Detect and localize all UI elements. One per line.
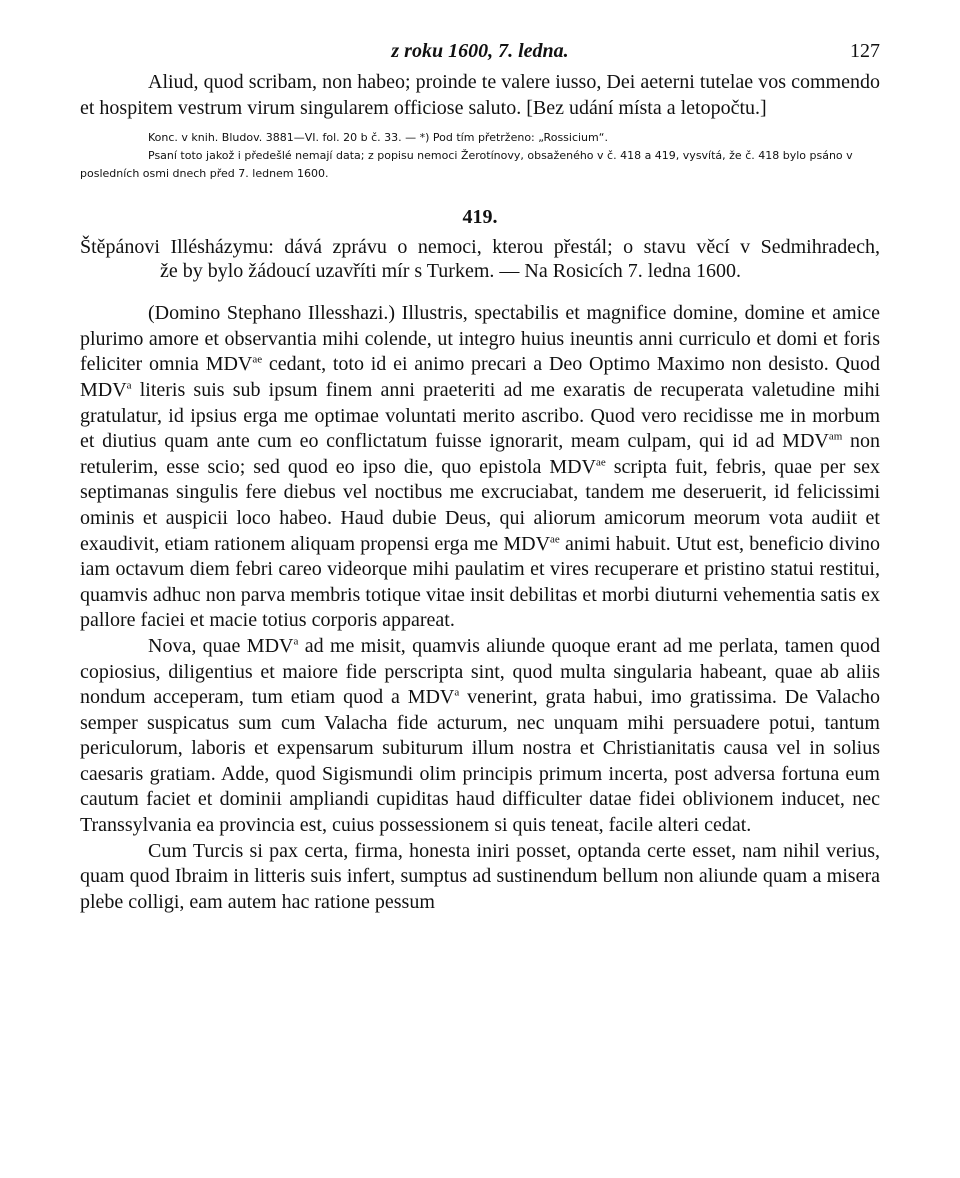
text-run: Nova, quae MDV [148, 634, 294, 657]
superscript: ae [596, 456, 606, 469]
page [80, 40, 880, 915]
page-header [80, 40, 880, 70]
superscript: a [454, 686, 460, 699]
superscript: ae [550, 532, 560, 545]
superscript: a [126, 379, 132, 392]
closing-paragraph: Aliud, quod scribam, non habeo; proinde te valere iusso, Dei aeterni tutelae vos commendo et hospitem vestrum virum singularem officiose saluto. [Bez udání místa a letopočtu.] [80, 71, 880, 119]
superscript: ae [252, 353, 263, 366]
text-run: literis suis sub ipsum finem anni praeteriti ad me exaratis de recuperata valetudine mihi gratulatur, id ipsius erga me optimae voluntati merito ascribo. Quod vero recidisse me in morbum et diutius quam ante cum eo conflictatum fuisse ignorarit, meam culpam, qui id ad MDV [80, 378, 880, 453]
regest-line-2: že by bylo žádoucí uzavříti mír s Turkem. — Na Rosicích 7. ledna 1600. [160, 260, 742, 283]
text-run: scripta fuit, febris, quae per sex septimanas singulis fere diebus vel noctibus me excruciabat, tandem me deseruerit, id felicissimi ominis et auspicii loco habeo. Haud dubie Deus, qui aliorum amicorum meorum vota audiit et exaudivit, etiam rationem aliquam propensi erga me MDV [80, 455, 880, 555]
text-run: animi habuit. Utut est, beneficio divino iam octavum diem febri careo videorque mihi paulatim et vires recuperare et pristino statui restitui, quamvis adhuc non parva membris totique vitae insit debilitas et morbi diuturni vehementia satis ex pallore faciei et macie totius corporis appareat. [80, 532, 881, 632]
text-run: venerint, grata habui, imo gratissima. De Valacho semper suspicatus sum cum Valacha fide acturum, nec unquam mihi persuadere potui, tantum periculorum, laboris et expensarum subiturum illum nostra et Christianitatis causa vel in solius caesaris gratiam. Adde, quod Sigismundi olim principis primum incerta, post adversa fortuna eum cautum faciet et dominii ampliandi cupiditas haud difficulter datae fidei oblivionem inducet, nec Transsylvania ea provincia est, cuius possessionem si quis teneat, facile alteri cedat. [80, 686, 881, 837]
footnote-dating: Psaní toto jakož i předešlé nemají data; z popisu nemoci Žerotínovy, obsaženého v č. 418 a 419, vysvítá, že č. 418 bylo psáno v posledních osmi dnech před 7. lednem 1600. [80, 149, 853, 181]
letter-number: 419. [462, 206, 498, 229]
regest-line-1: Štěpánovi Illésházymu: dává zprávu o nemoci, kterou přestál; o stavu věcí v Sedmihradech, [80, 236, 880, 259]
superscript: a [293, 635, 299, 648]
letter-regest [80, 235, 880, 283]
superscript: am [828, 430, 843, 443]
text-run: ad me misit, quamvis aliunde quoque erant ad me perlata, tamen quod copiosius, diligentius et maiore fide perscripta sint, quod multa singularia habeant, quae ab aliis nondum acceperam, tum etiam quod a MDV [80, 634, 881, 709]
footnote-source: Konc. v knih. Bludov. 3881—VI. fol. 20 b č. 33. — *) Pod tím přetrženo: „Rossicium“. [148, 131, 608, 145]
text-run: non retulerim, esse scio; sed quod eo ipso die, quo epistola MDV [80, 430, 881, 478]
letter-body [80, 301, 880, 915]
footnotes [80, 129, 880, 183]
letter-paragraph-1 [80, 301, 880, 634]
running-title: z roku 1600, 7. ledna. [391, 40, 569, 62]
letter-paragraph-3: Cum Turcis si pax certa, firma, honesta iniri posset, optanda certe esset, nam nihil verius, quam quod Ibraim in litteris suis infert, sumptus ad sustinendum bellum non aliunde quam a misera plebe colligi, eam autem hac ratione pessum [80, 839, 880, 913]
text-run: cedant, toto id ei animo precari a Deo Optimo Maximo non desisto. Quod MDV [80, 353, 880, 401]
letter-paragraph-2 [80, 634, 880, 839]
page-number: 127 [850, 40, 880, 62]
text-run: (Domino Stephano Illesshazi.) Illustris, spectabilis et magnifice domine, domine et amice plurimo amore et observantia mihi colende, ut integro huius ineuntis anni curriculo et domi et foris feliciter omnia MDV [80, 302, 880, 376]
text-body [80, 70, 880, 121]
